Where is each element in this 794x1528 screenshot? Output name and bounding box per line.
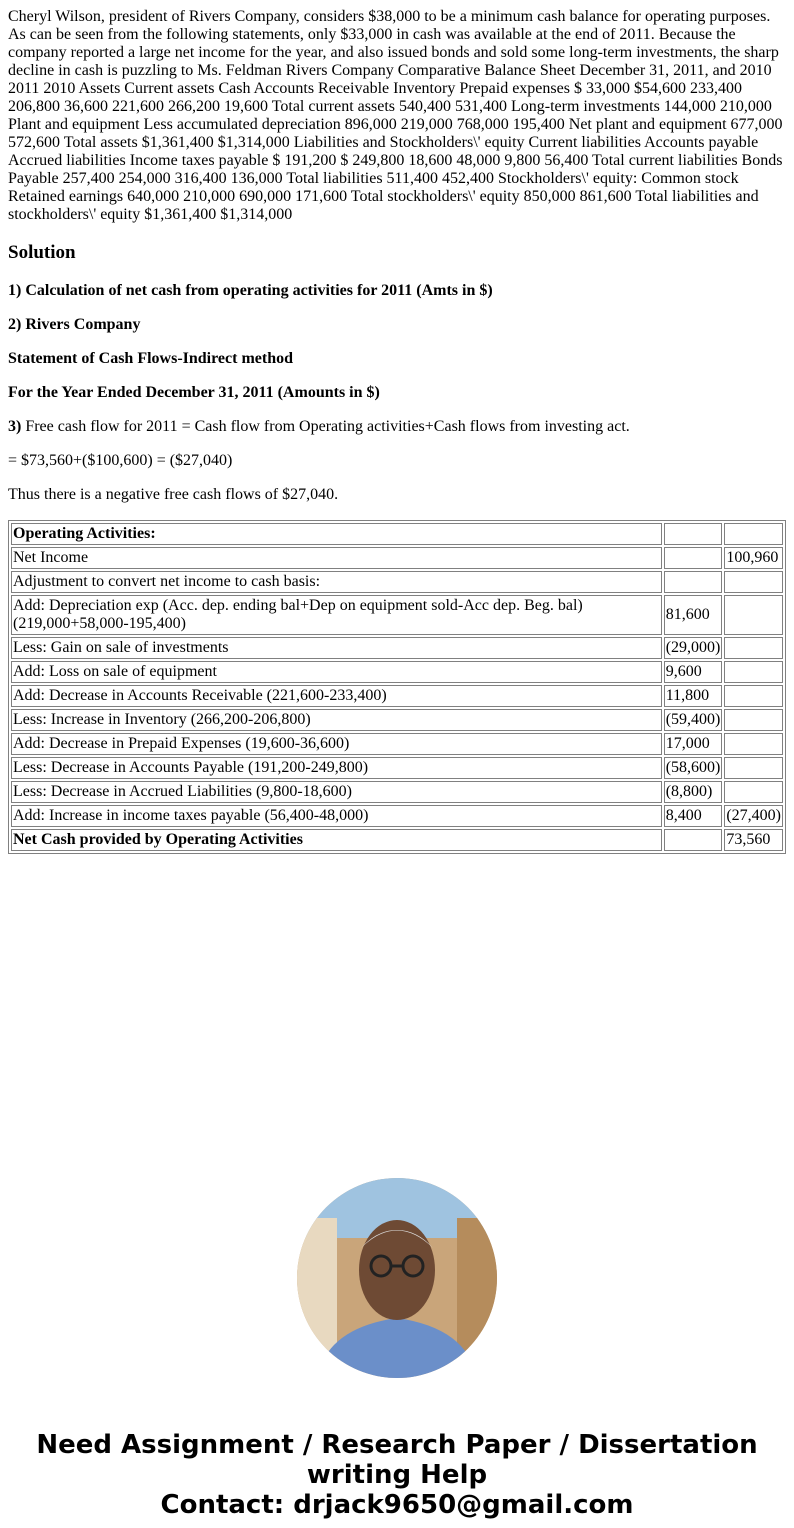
statement-title: Statement of Cash Flows-Indirect method <box>8 350 294 367</box>
row-label: Operating Activities: <box>11 523 662 545</box>
table-row <box>11 595 783 635</box>
row-amount <box>664 571 723 593</box>
table-row <box>11 685 783 707</box>
row-amount <box>664 829 723 851</box>
table-row <box>11 571 783 593</box>
free-cash-flow-formula <box>8 418 786 436</box>
row-total: (27,400) <box>724 805 783 827</box>
table-row <box>11 547 783 569</box>
row-total <box>724 685 783 707</box>
row-total <box>724 661 783 683</box>
footer-help-text: Need Assignment / Research Paper / Dissertation writing Help <box>36 1430 758 1490</box>
row-label: Add: Depreciation exp (Acc. dep. ending bal+Dep on equipment sold-Acc dep. Beg. bal) (219,000+58,000-195,400) <box>11 595 662 635</box>
part3-text: Free cash flow for 2011 = Cash flow from Operating activities+Cash flows from investing act. <box>21 418 630 435</box>
row-total <box>724 595 783 635</box>
solution-heading: Solution <box>8 242 76 263</box>
row-total: 100,960 <box>724 547 783 569</box>
row-label: Adjustment to convert net income to cash basis: <box>11 571 662 593</box>
table-row <box>11 661 783 683</box>
row-total <box>724 757 783 779</box>
person-photo <box>297 1178 497 1378</box>
row-amount: 9,600 <box>664 661 723 683</box>
row-amount: 11,800 <box>664 685 723 707</box>
table-row <box>11 781 783 803</box>
statement-period: For the Year Ended December 31, 2011 (Amounts in $) <box>8 384 380 401</box>
row-label: Add: Decrease in Prepaid Expenses (19,600-36,600) <box>11 733 662 755</box>
row-amount: 17,000 <box>664 733 723 755</box>
avatar <box>297 1178 497 1378</box>
row-total <box>724 733 783 755</box>
row-label: Net Income <box>11 547 662 569</box>
footer-banner <box>8 1430 786 1520</box>
part2-heading: 2) Rivers Company <box>8 316 141 333</box>
row-amount: 8,400 <box>664 805 723 827</box>
free-cash-flow-calc: = $73,560+($100,600) = ($27,040) <box>8 452 233 469</box>
part1-heading: 1) Calculation of net cash from operating activities for 2011 (Amts in $) <box>8 282 493 299</box>
row-amount: (58,600) <box>664 757 723 779</box>
row-total <box>724 523 783 545</box>
row-amount: (8,800) <box>664 781 723 803</box>
table-row <box>11 757 783 779</box>
table-row <box>11 709 783 731</box>
row-label: Add: Decrease in Accounts Receivable (221,600-233,400) <box>11 685 662 707</box>
part3-label: 3) <box>8 418 22 435</box>
row-amount: 81,600 <box>664 595 723 635</box>
row-amount: (59,400) <box>664 709 723 731</box>
row-label: Less: Decrease in Accrued Liabilities (9,800-18,600) <box>11 781 662 803</box>
operating-activities-table <box>8 520 786 854</box>
problem-text: Cheryl Wilson, president of Rivers Company, considers $38,000 to be a minimum cash balance for operating purposes. As can be seen from the following statements, only $33,000 in cash was available at the end of 2011. Because the company reported a large net income for the year, and also issued bonds and sold some long-term investments, the sharp decline in cash is puzzling to Ms. Feldman Rivers Company Comparative Balance Sheet December 31, 2011, and 2010 2011 2010 Assets Current assets Cash Accounts Receivable Inventory Prepaid expenses $ 33,000 $54,600 233,400 206,800 36,600 221,600 266,200 19,600 Total current assets 540,400 531,400 Long-term investments 144,000 210,000 Plant and equipment Less accumulated depreciation 896,000 219,000 768,000 195,400 Net plant and equipment 677,000 572,600 Total assets $1,361,400 $1,314,000 Liabilities and Stockholders\' equity Current liabilities Accounts payable Accrued liabilities Income taxes payable $ 191,200 $ 249,800 18,600 48,000 9,800 56,400 Total current liabilities Bonds Payable 257,400 254,000 316,400 136,000 Total liabilities 511,400 452,400 Stockholders\' equity: Common stock Retained earnings 640,000 210,000 690,000 171,600 Total stockholders\' equity 850,000 861,600 Total liabilities and stockholders\' equity $1,361,400 $1,314,000 <box>8 8 783 223</box>
row-label: Less: Gain on sale of investments <box>11 637 662 659</box>
footer-contact: Contact: drjack9650@gmail.com <box>160 1490 634 1520</box>
table-row <box>11 733 783 755</box>
row-total: 73,560 <box>724 829 783 851</box>
row-label: Add: Increase in income taxes payable (56,400-48,000) <box>11 805 662 827</box>
row-total <box>724 571 783 593</box>
row-label: Add: Loss on sale of equipment <box>11 661 662 683</box>
conclusion: Thus there is a negative free cash flows of $27,040. <box>8 486 339 503</box>
row-total <box>724 709 783 731</box>
row-total <box>724 781 783 803</box>
row-amount <box>664 523 723 545</box>
row-total <box>724 637 783 659</box>
table-row <box>11 523 783 545</box>
row-label: Net Cash provided by Operating Activities <box>11 829 662 851</box>
row-amount <box>664 547 723 569</box>
row-label: Less: Decrease in Accounts Payable (191,200-249,800) <box>11 757 662 779</box>
row-amount: (29,000) <box>664 637 723 659</box>
table-row <box>11 805 783 827</box>
table-row <box>11 829 783 851</box>
row-label: Less: Increase in Inventory (266,200-206,800) <box>11 709 662 731</box>
table-row <box>11 637 783 659</box>
